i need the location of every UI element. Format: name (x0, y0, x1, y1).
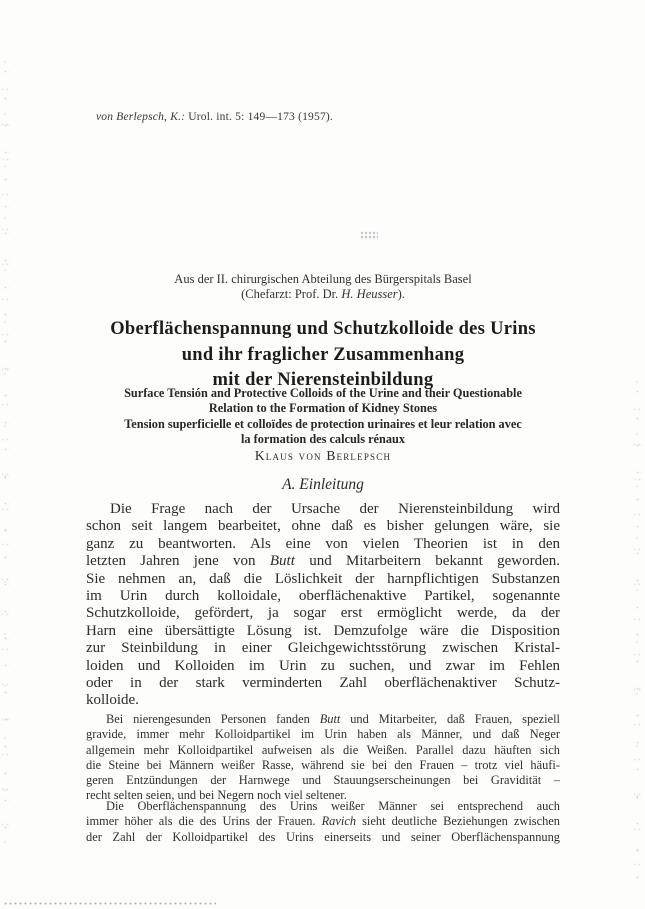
intro-line: Sie nehmen an, daß die Löslichkeit der harnpflichtigen Substanzen (86, 570, 560, 587)
small-print-paragraph-1 (86, 712, 560, 804)
title-french-line-2: la formation des calculs rénaux (241, 432, 405, 446)
title-french-line-1: Tension superficielle et colloïdes de protection urinaires et leur relation avec (124, 417, 522, 431)
paragraph-line: die Steine bei Männern weißer Rasse, während sie bei den Frauen – trotz viel häufi- (86, 757, 560, 772)
institution-line-2: (Chefarzt: Prof. Dr. H. Heusser). (241, 286, 405, 301)
small-print-paragraph-2 (86, 799, 560, 845)
intro-line: ganz zu beantworten. Als eine von vielen Theorien ist in den (86, 535, 560, 552)
paragraph-line: geren Entzündungen der Harnwege und Stauungserscheinungen bei Gravidität – (86, 773, 560, 788)
author-name: Klaus von Berlepsch (254, 448, 392, 463)
introduction-paragraph (86, 501, 560, 710)
institution-block (86, 272, 560, 301)
scan-noise-right-edge (634, 378, 642, 883)
intro-line: letzten Jahren jene von Butt und Mitarbeitern bekannt geworden. (86, 553, 560, 570)
title-english-line-2: Relation to the Formation of Kidney Stones (208, 401, 438, 415)
title-line-2: und ihr fraglicher Zusammenhang (181, 344, 465, 365)
intro-line: zur Steinbildung in einer Gleichgewichtsstörung zwischen Kristal- (86, 640, 560, 657)
section-heading-einleitung: A. Einleitung (282, 476, 364, 493)
paragraph-line: Bei nierengesunden Personen fanden Butt und Mitarbeiter, daß Frauen, speziell (106, 712, 560, 726)
scan-smudge (360, 231, 378, 240)
paper-title-french (80, 417, 566, 447)
intro-line: Harn eine übersättigte Lösung ist. Demzufolge wäre die Disposition (86, 622, 560, 639)
intro-line: Die Frage nach der Ursache der Nierensteinbildung wird (110, 501, 560, 517)
intro-line: schon seit langem bearbeitet, ohne daß es bisher gelungen wäre, sie (86, 518, 560, 535)
paragraph-line: allgemein mehr Kolloidpartikel aufweisen als die Weißen. Parallel dazu häuften sich (86, 742, 560, 757)
title-line-1: Oberflächenspannung und Schutzkolloide des Urins (110, 319, 536, 339)
institution-line-1: Aus der II. chirurgischen Abteilung des Bürgerspitals Basel (174, 272, 472, 286)
title-english-line-1: Surface Tensión and Protective Colloids of the Urine and their Questionable (124, 386, 522, 400)
scan-noise-bottom-dots (3, 902, 216, 905)
paragraph-line: gravide, immer mehr Kolloidpartikel im Urin haben als Männer, und daß Neger (86, 727, 560, 742)
paper-title-german (86, 317, 560, 394)
paragraph-line: Die Oberflächenspannung des Urins weißer Männer sei entsprechend auch (106, 799, 560, 813)
intro-line: im Urin durch kolloidale, oberflächenaktive Partikel, sogenannte (86, 588, 560, 605)
paragraph-line: recht selten seien, und bei Negern noch viel seltener. (86, 788, 347, 803)
journal-citation: von Berlepsch, K.: Urol. int. 5: 149—173 (1957). (96, 111, 334, 123)
paragraph-line: der Zahl der Kolloidpartikel des Urins einerseits und seiner Oberflächenspannung (86, 829, 560, 844)
title-line-3: mit der Nierensteinbildung (212, 370, 434, 390)
intro-line: oder in der stark verminderten Zahl oberflächenaktiver Schutz- (86, 675, 560, 692)
paper-title-english (80, 386, 566, 416)
intro-line: Schutzkolloide, gefördert, ja sogar erst ermöglicht werde, da der (86, 605, 560, 622)
scan-noise-left-edge (2, 58, 10, 848)
intro-line: loiden und Kolloiden im Urin zu suchen, und zwar im Fehlen (86, 657, 560, 674)
paragraph-line: immer höher als die des Urins der Frauen. Ravich sieht deutliche Beziehungen zwischen (86, 814, 560, 829)
intro-line: kolloide. (86, 692, 139, 709)
